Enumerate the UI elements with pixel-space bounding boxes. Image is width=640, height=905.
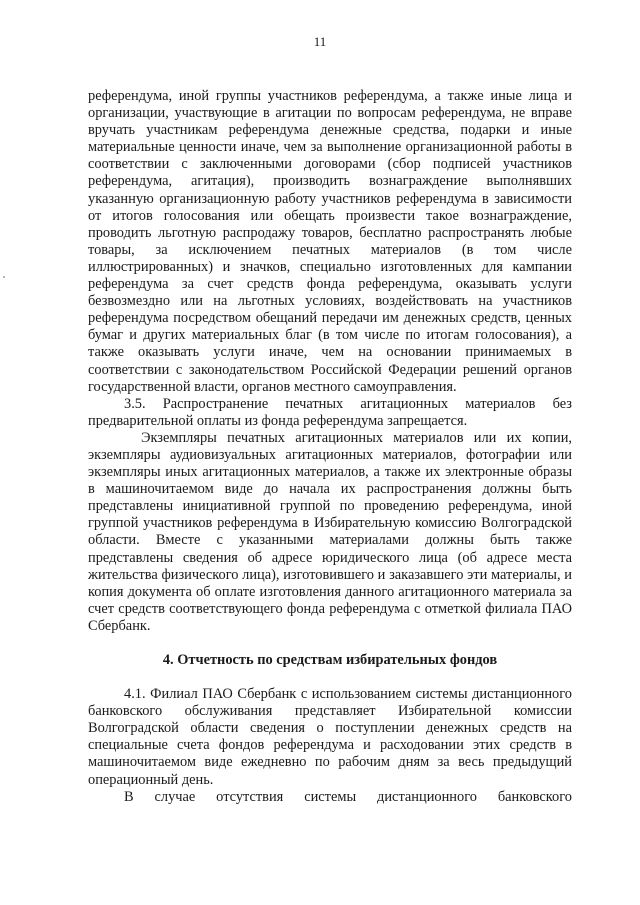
page-number: 11 xyxy=(313,34,327,49)
paragraph-material-copies: Экземпляры печатных агитационных материалов или их копии, экземпляры аудиовизуальных агитационных материалов, фотографии или экземпляры иных агитационных материалов, а также их электронные образы в машиночитаемом виде до начала их распространения должны быть представлены инициативной группой по проведению референдума, иной группой участников референдума в Избирательную комиссию Волгоградской области. Вместе с указанными материалами должны быть также представлены сведения об адресе юридического лица (об адресе места жительства физического лица), изготовившего и заказавшего эти материалы, и копия документа об оплате изготовления данного агитационного материала за счет средств соответствующего фонда референдума с отметкой филиала ПАО Сбербанк. xyxy=(88,429,572,634)
margin-mark xyxy=(3,276,5,278)
section-heading-4: 4. Отчетность по средствам избирательных фондов xyxy=(162,652,498,668)
document-body xyxy=(88,88,572,806)
paragraph-3-5: 3.5. Распространение печатных агитационных материалов без предварительной оплаты из фонда референдума запрещается. xyxy=(88,395,572,429)
paragraph-4-1: 4.1. Филиал ПАО Сбербанк с использованием системы дистанционного банковского обслуживания представляет Избирательной комиссии Волгоградской области сведения о поступлении денежных средств на специальные счета фондов референдума и расходовании этих средств в машиночитаемом виде ежедневно по рабочим дням за весь предыдущий операционный день. xyxy=(88,686,572,788)
paragraph-referendum-restrictions: референдума, иной группы участников референдума, а также иные лица и организации, участвующие в агитации по вопросам референдума, не вправе вручать участникам референдума денежные средства, подарки и иные материальные ценности иначе, чем за выполнение организационной работы в соответствии с заключенными договорами (сбор подписей участников референдума, агитация), производить вознаграждение выполнявших указанную организационную работу участников референдума в зависимости от итогов голосования или обещать произвести такое вознаграждение, проводить льготную распродажу товаров, бесплатно распространять любые товары, за исключением печатных материалов (в том числе иллюстрированных) и значков, специально изготовленных для кампании референдума за счет средств фонда референдума, оказывать услуги безвозмездно или на льготных условиях, воздействовать на участников референдума посредством обещаний передачи им денежных средств, ценных бумаг и других материальных благ (в том числе по итогам голосования), а также оказывать услуги иначе, чем на основании принимаемых в соответствии с законодательством Российской Федерации решений органов государственной власти, органов местного самоуправления. xyxy=(88,88,572,395)
paragraph-no-remote-system: В случае отсутствия системы дистанционного банковского xyxy=(124,788,572,805)
